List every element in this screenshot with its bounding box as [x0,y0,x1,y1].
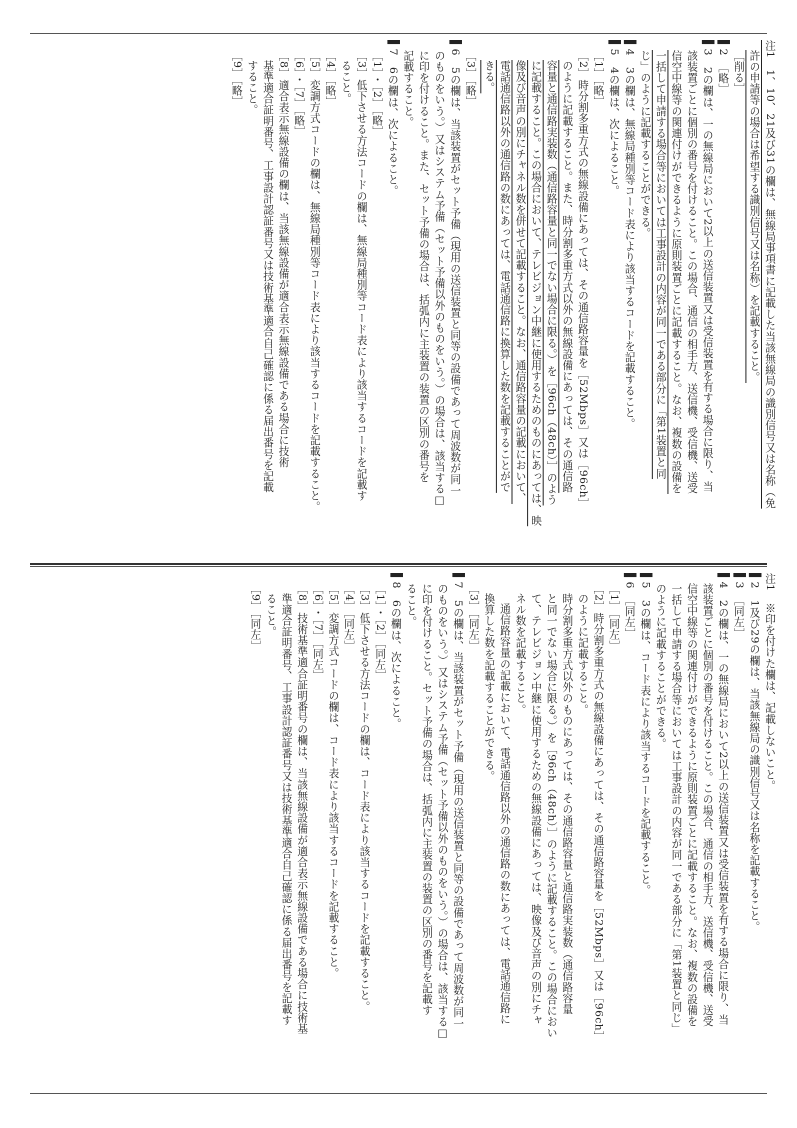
text-line: 準適合証明番号、工事設計認証番号又は技術基準適合自己確認に係る届出番号を記載す [280,593,293,1026]
text-line: 信空中線等の関連付けができるように原則装置ごとに記載すること。なお、複数の設備を [686,583,699,1027]
middle-rule-thin [30,566,767,567]
text-line: ▌5 3の欄は、コード表により該当するコードを記載すること。 [639,573,652,896]
text-line: のように記載すること。 [576,593,589,716]
text-line: 容量と通信路実装数（通信路容量と同一でない場合に限る。）を［96ch（48ch）］のよう [545,60,558,506]
top-rule [30,33,767,34]
text-line: のものをいう。）又はシステム予備（セット予備以外のものをいう。）の場合は、該当する□ [436,583,449,1040]
text-line: ▌3 ［同左］ [732,573,745,640]
text-line: 注1 1、10、21及び31の欄は、無線局事項書に記載した当該無線局の識別信号又は名称（免 [764,40,776,509]
line-gap [478,40,481,558]
text-line: に記載すること。この場合において、テレビジョン中継に使用するためのものにあっては、映 [530,60,543,527]
text-line: ▌2 ［略］ [717,40,730,95]
text-line: 換算した数を記載することができる。 [483,593,496,782]
middle-rule [30,563,767,565]
text-line: 該装置ごとに個別の番号を付けること。この場合、通信の相手方、送信機、受信機、送受 [701,583,714,1027]
text-line: 一括して申請する場合等においては工事設計の内容が同一である部分に「第1装置と同じ」 [670,583,683,1035]
text-line: ［3］低下させる方法コードの欄は、コード表により該当するコードを記載すること。 [358,583,371,1013]
text-line: ▌6 ［同左］ [623,573,636,640]
text-line: ▌2 1及び29の欄は、当該無線局の識別信号又は名称を記載すること。 [748,573,761,933]
text-line: ［5］変調方式コードの欄は、無線局種別等コード表により該当するコードを記載すること。 [308,50,321,513]
text-line: のように記載すること。また、時分割多重方式以外の無線設備にあっては、その通信路 [561,60,574,493]
text-line: ［8］技術基準適合証明番号の欄は、当該無線設備が適合表示無線設備である場合に技術基 [296,583,309,1035]
text-line: ▌3 2の欄は、一の無線局において2以上の送信装置又は受信装置を有する場合に限り、当 [701,40,714,493]
text-line: ［4］［同左］ [342,583,355,652]
text-line: に印を付けること。また、セット予備の場合は、括弧内に主装置の装置の区別の番号を [417,50,430,483]
text-line: ［1］［同左］ [608,583,621,652]
text-line: に印を付けること。セット予備の場合は、括弧内に主装置の装置の区別の番号を記載す [420,583,433,1016]
text-line: ［1］・［2］［略］ [371,50,384,138]
revised-notes-panel [22,40,777,558]
text-line: ること。 [405,583,418,628]
text-line: ネル数を記載すること。 [514,593,527,716]
bottom-rule [30,1093,767,1094]
text-line: ［9］［同左］ [249,583,262,652]
text-line: ること。 [339,60,352,105]
text-line: のように記載することができる。 [654,583,667,750]
text-line: と同一でない場合に限る。）を［96ch（48ch）］のように記載すること。この場合におい [545,593,558,1039]
text-line: ▌4 3の欄は、無線局種別等コード表により該当するコードを記載すること。 [623,40,636,430]
text-line: すること。 [246,60,259,116]
text-line: 基準適合証明番号、工事設計認証番号又は技術基準適合自己確認に係る届出番号を記載 [262,60,274,493]
text-line: ▌8 6の欄は、次によること。 [389,573,402,730]
text-line: ▌7 6の欄は、次によること。 [386,40,399,197]
text-line: 該装置ごとに個別の番号を付けること。この場合、通信の相手方、送信機、受信機、送受 [686,50,699,494]
text-line: ［削る］ [732,50,745,95]
text-line: ▌5 4の欄は、次によること。 [608,40,621,197]
text-line: ▌4 2の欄は、一の無線局において2以上の送信装置又は受信装置を有する場合に限り、当 [717,573,730,1026]
text-line: ［5］変調方式コードの欄は、コード表により該当するコードを記載すること。 [327,583,340,979]
text-line: ▌6 5の欄は、当該装置がセット予備（現用の送信装置と同等の設備であって周波数が同一 [449,40,462,497]
text-line: ［8］適合表示無線設備の欄は、当該無線設備が適合表示無線設備である場合に技術 [277,50,290,468]
current-notes-panel [22,573,777,1087]
text-line: のものをいう。）又はシステム予備（セット予備以外のものをいう。）の場合は、該当する□ [433,50,446,507]
text-line: ［1］・［2］［同左］ [374,583,387,682]
text-line: ［3］低下させる方法コードの欄は、無線局種別等コード表により該当するコードを記載す [355,50,368,502]
text-line: 信空中線等の関連付けができるように原則装置ごとに記載すること。なお、複数の設備を [670,50,683,494]
text-line: ［2］時分割多重方式の無線設備にあっては、その通信路容量を［52Mbps］又は［96ch］ [592,583,605,1043]
text-line: 像及び音声の別にチャネル数を併せて記載すること。なお、通信路容量の記載において、 [514,60,527,504]
text-line: ること。 [265,593,277,638]
text-line: ［4］［略］ [324,50,337,108]
text-line: ［1］［略］ [592,50,605,108]
text-line: 許の申請等の場合は希望する識別信号又は名称）を記載すること。 [748,50,761,383]
text-line: 注1 ※印を付けた欄は、記載しないこと。 [764,573,776,792]
text-line: ▌7 5の欄は、当該装置がセット予備（現用の送信装置と同等の設備であって周波数が同一 [452,573,465,1030]
text-line: ［3］［略］ [464,50,477,108]
text-line: て、テレビジョン中継に使用するための無線設備にあっては、映像及び音声の別にチャ [530,593,543,1026]
text-line: きる。 [483,60,496,94]
text-line: 時分割多重方式以外のものにあっては、その通信路容量と通信路実装数（通信路容量 [561,593,574,1015]
text-line: ［2］時分割多重方式の無線設備にあっては、その通信路容量を［52Mbps］又は［96ch］ [576,50,589,510]
text-line: ［9］［略］ [230,50,243,108]
text-line: 電話通信路以外の通信路の数にあっては、電話通信路に換算した数を記載することがで [498,60,511,493]
text-line: じ」のように記載することができる。 [639,50,652,239]
text-line: 通信路容量の記載において、電話通信路以外の通信路の数にあっては、電話通信路に [498,603,511,1025]
text-line: 記載すること。 [402,50,415,128]
text-line: ［6］・［7］［略］ [293,50,306,138]
text-line: ［6］・［7］［同左］ [311,583,324,682]
text-line: ［3］［同左］ [467,583,480,652]
text-line: 一括して申請する場合等においては工事設計の内容が同一である部分に「第1装置と同 [654,50,667,480]
